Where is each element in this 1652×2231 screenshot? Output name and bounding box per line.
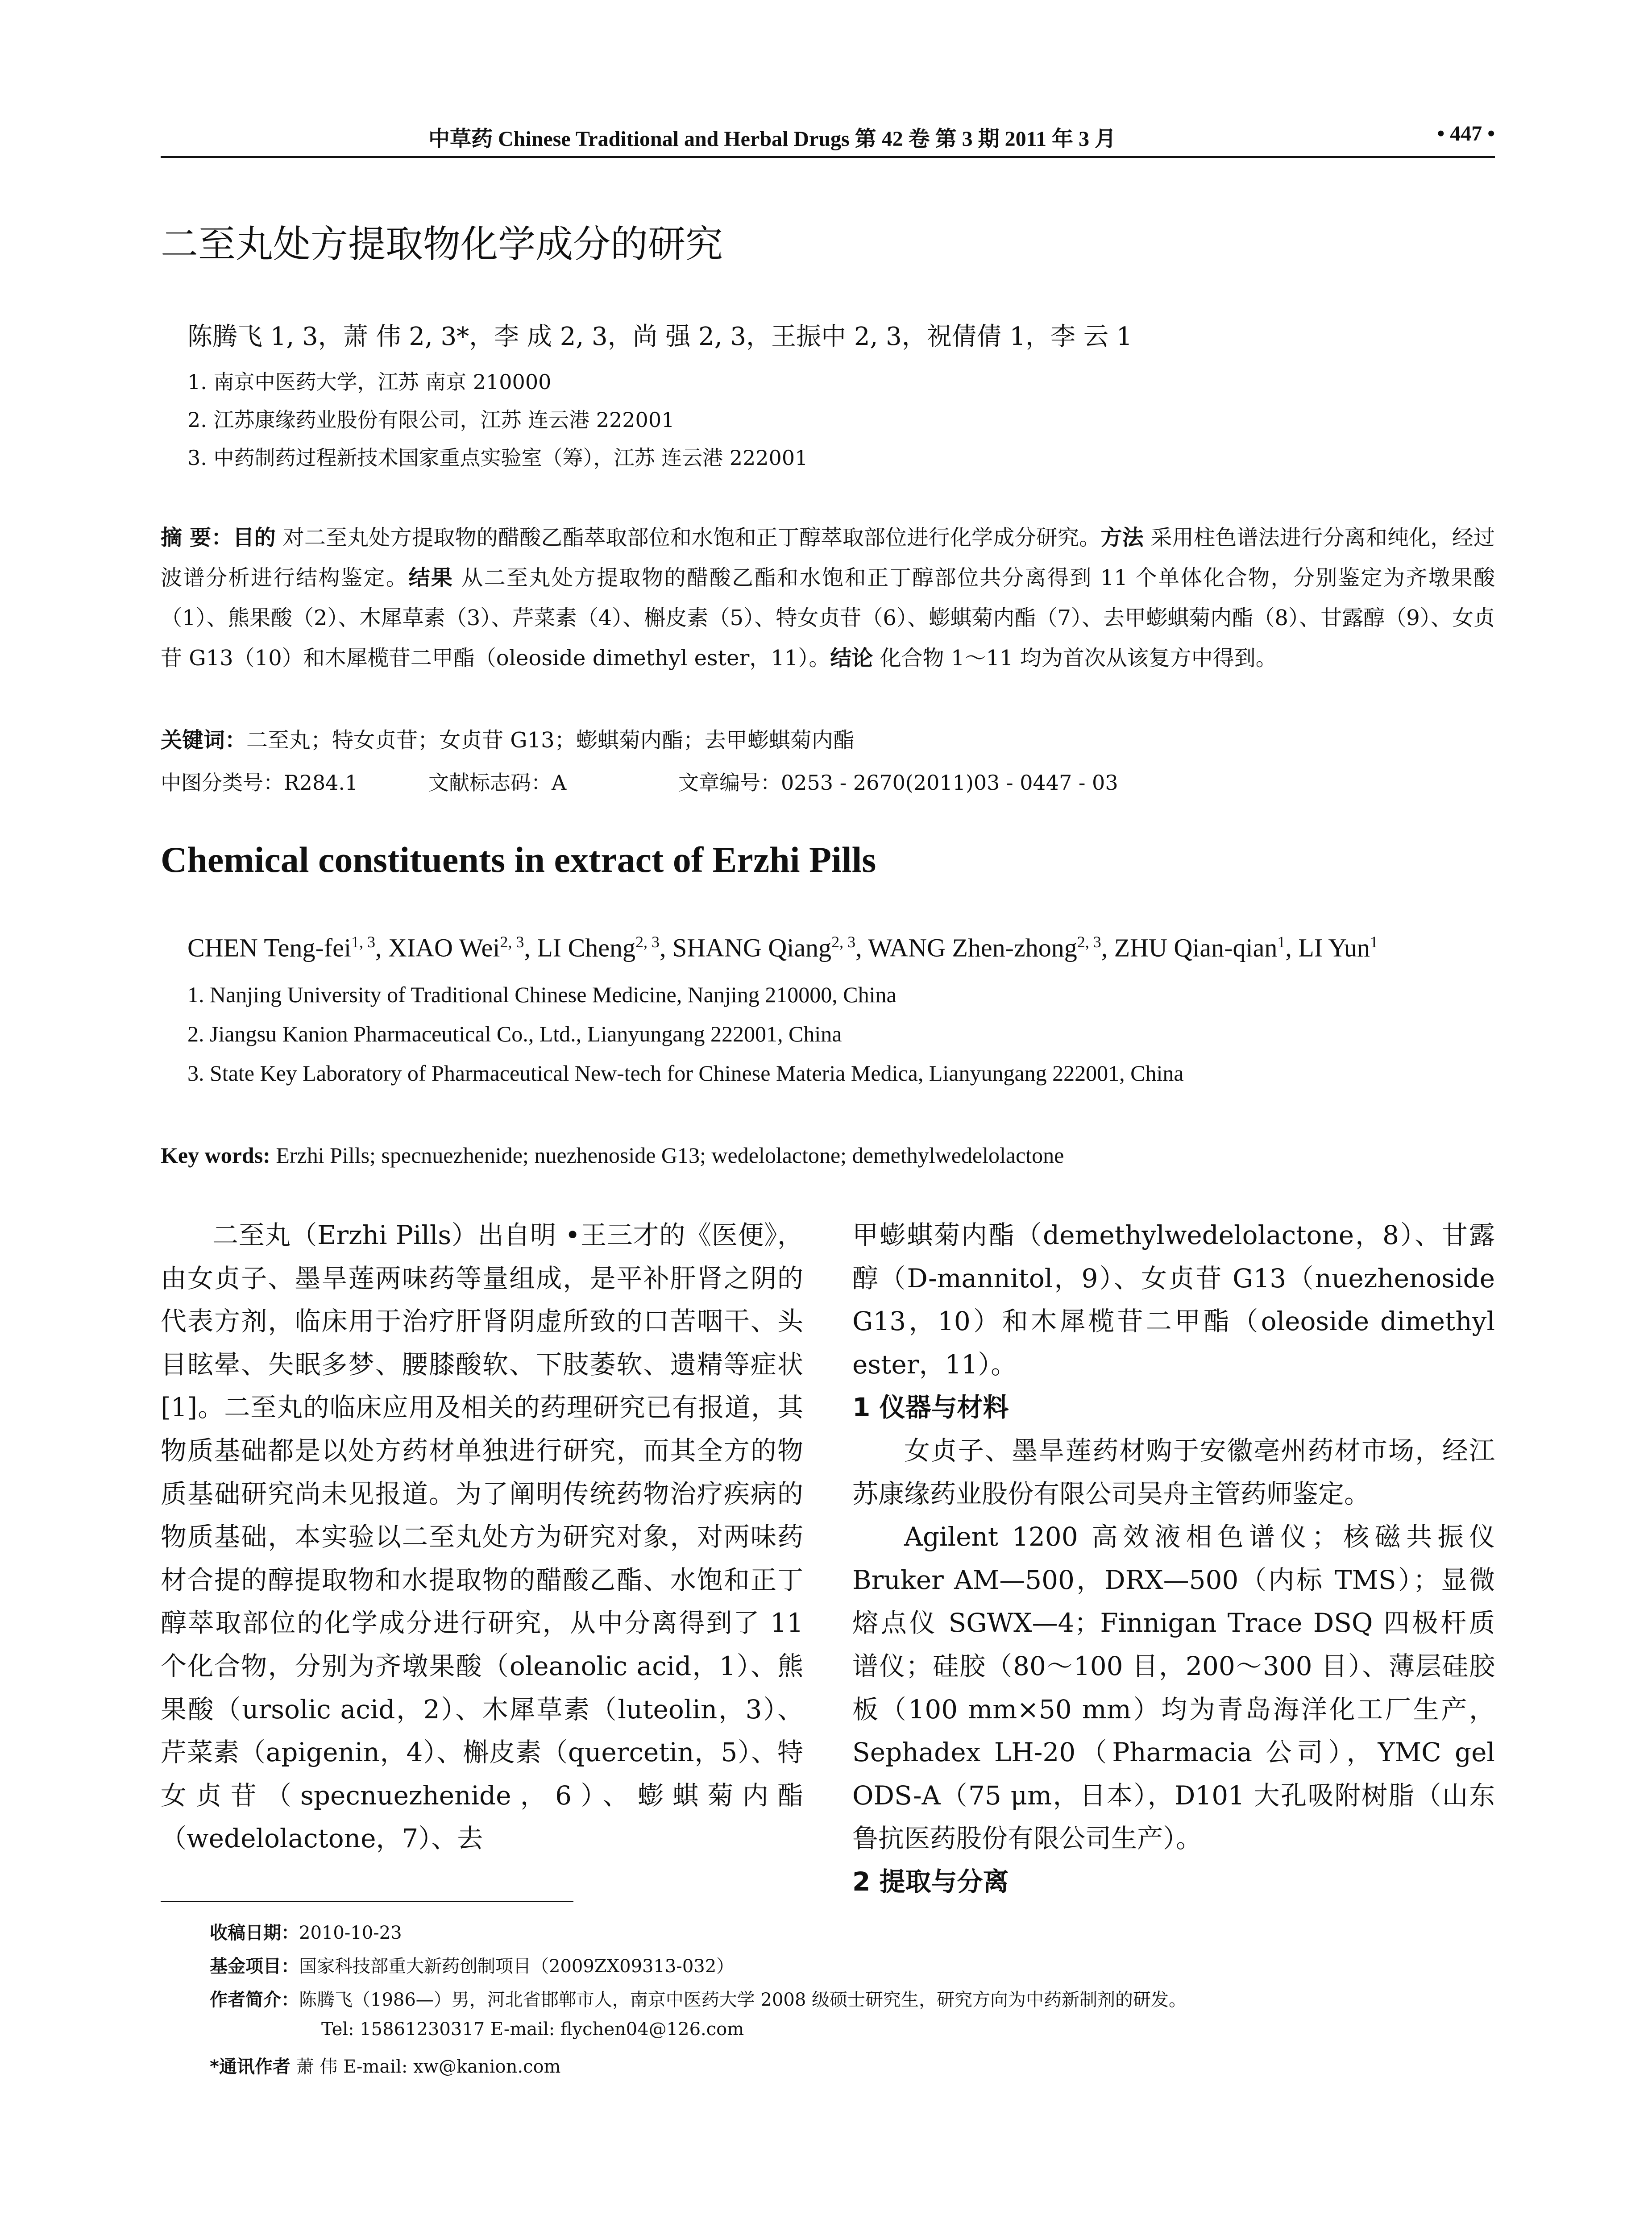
journal-header: 中草药 Chinese Traditional and Herbal Drugs 第 42 卷 第 3 期 2011 年 3 月 <box>428 127 1117 151</box>
author-en-3-aff: 2, 3 <box>635 933 660 951</box>
author-en-7: , LI Yun <box>1285 933 1370 962</box>
body-column-left <box>161 1214 803 1860</box>
keywords-cn-text: 二至丸；特女贞苷；女贞苷 G13；蟛蜞菊内酯；去甲蟛蜞菊内酯 <box>246 728 855 753</box>
author-en-7-aff: 1 <box>1370 933 1378 951</box>
affiliation-en-2: 2. Jiangsu Kanion Pharmaceutical Co., Ltd., Lianyungang 222001, China <box>187 1021 842 1046</box>
keywords-en-text: Erzhi Pills; specnuezhenide; nuezhenoside G13; wedelolactone; demethylwedelolactone <box>270 1143 1064 1168</box>
author-en-4-aff: 2, 3 <box>831 933 856 951</box>
author-en-4: , SHANG Qiang <box>660 933 832 962</box>
affiliation-cn-1: 1. 南京中医药大学，江苏 南京 210000 <box>187 370 552 394</box>
abstract-method: 采用柱色谱法进行分离和纯化，经过波谱分析进行结构鉴定。 <box>161 525 1495 590</box>
running-header <box>161 121 1495 153</box>
footnote-rule <box>161 1901 573 1902</box>
author-en-5-aff: 2, 3 <box>1077 933 1101 951</box>
author-en-1: CHEN Teng-fei <box>187 933 351 962</box>
document-code: 文献标志码：A <box>428 771 567 795</box>
section-heading-1: 1 仪器与材料 <box>852 1392 1009 1423</box>
title-cn: 二至丸处方提取物化学成分的研究 <box>161 222 723 266</box>
footnote-contact: Tel: 15861230317 E-mail: flychen04@126.com <box>321 2019 744 2040</box>
intro-paragraph-continued: 甲蟛蜞菊内酯（demethylwedelolactone，8）、甘露醇（D-mannitol，9）、女贞苷 G13（nuezhenoside G13，10）和木犀榄苷二甲酯（oleoside dimethyl ester，11）。 <box>852 1220 1495 1380</box>
abstract-method-label: 方法 <box>1100 525 1144 550</box>
footnote-fund-text: 国家科技部重大新药创制项目（2009ZX09313-032） <box>299 1956 735 1977</box>
author-en-6-aff: 1 <box>1277 933 1286 951</box>
authors-cn: 陈腾飞 1, 3，萧 伟 2, 3*，李 成 2, 3，尚 强 2, 3，王振中 2, 3，祝倩倩 1，李 云 1 <box>187 322 1133 351</box>
footnote-corresponding-label: *通讯作者 <box>210 2057 291 2077</box>
author-en-5: , WANG Zhen-zhong <box>855 933 1077 962</box>
footnote-received-date: 2010-10-23 <box>299 1923 402 1943</box>
author-en-3: , LI Cheng <box>524 933 636 962</box>
footnote-bio <box>210 1986 1187 2011</box>
section-heading-2: 2 提取与分离 <box>852 1866 1009 1897</box>
affiliation-en-3: 3. State Key Laboratory of Pharmaceutical New-tech for Chinese Materia Medica, Lianyungang 222001, China <box>187 1061 1184 1086</box>
abstract-cn <box>161 518 1495 678</box>
instruments-paragraph: Agilent 1200 高效液相色谱仪；核磁共振仪 Bruker AM—500，DRX—500（内标 TMS）；显微熔点仪 SGWX—4；Finnigan Trace DSQ 四极杆质谱仪；硅胶（80～100 目，200～300 目）、薄层硅胶板（100 mm×50 mm）均为青岛海洋化工厂生产，Sephadex LH-20（Pharmacia 公司），YMC gel ODS-A（75 μm，日本），D101 大孔吸附树脂（山东鲁抗医药股份有限公司生产）。 <box>852 1522 1495 1854</box>
footnote-received-label: 收稿日期： <box>210 1923 299 1943</box>
footnote-fund-label: 基金项目： <box>210 1956 299 1977</box>
authors-en <box>187 933 1378 962</box>
abstract-objective-label: 目的 <box>232 525 276 550</box>
abstract-conclusion-label: 结论 <box>830 646 873 671</box>
abstract-objective: 对二至丸处方提取物的醋酸乙酯萃取部位和水饱和正丁醇萃取部位进行化学成分研究。 <box>276 525 1101 550</box>
abstract-result-label: 结果 <box>408 565 454 590</box>
footnote-bio-label: 作者简介： <box>210 1990 299 2010</box>
author-en-2: , XIAO Wei <box>375 933 500 962</box>
author-en-2-aff: 2, 3 <box>500 933 524 951</box>
author-en-6: , ZHU Qian-qian <box>1101 933 1278 962</box>
author-en-1-aff: 1, 3 <box>351 933 375 951</box>
abstract-label: 摘 要： <box>161 525 233 550</box>
affiliation-cn-3: 3. 中药制药过程新技术国家重点实验室（筹），江苏 连云港 222001 <box>187 446 808 470</box>
footnote-received <box>210 1919 402 1944</box>
keywords-cn-label: 关键词： <box>161 728 247 753</box>
page-number: • 447 • <box>1437 122 1495 145</box>
footnote-fund <box>210 1952 734 1978</box>
keywords-en <box>161 1142 1064 1168</box>
intro-paragraph: 二至丸（Erzhi Pills）出自明 •王三才的《医便》，由女贞子、墨旱莲两味药等量组成，是平补肝肾之阴的代表方剂，临床用于治疗肝肾阴虚所致的口苦咽干、头目眩晕、失眠多梦、腰膝酸软、下肢萎软、遗精等症状[1]。二至丸的临床应用及相关的药理研究已有报道，其物质基础都是以处方药材单独进行研究，而其全方的物质基础研究尚未见报道。为了阐明传统药物治疗疾病的物质基础，本实验以二至丸处方为研究对象，对两味药材合提的醇提取物和水提取物的醋酸乙酯、水饱和正丁醇萃取部位的化学成分进行研究，从中分离得到了 11 个化合物，分别为齐墩果酸（oleanolic acid，1）、熊果酸（ursolic acid，2）、木犀草素（luteolin，3）、芹菜素（apigenin，4）、槲皮素（quercetin，5）、特女贞苷（specnuezhenide，6）、蟛蜞菊内酯（wedelolactone，7）、去 <box>161 1220 803 1854</box>
header-rule <box>161 156 1495 158</box>
title-en: Chemical constituents in extract of Erzhi Pills <box>161 839 876 880</box>
classification-line <box>161 767 1118 796</box>
abstract-result: 从二至丸处方提取物的醋酸乙酯和水饱和正丁醇部位共分离得到 11 个单体化合物，分别鉴定为齐墩果酸（1）、熊果酸（2）、木犀草素（3）、芹菜素（4）、槲皮素（5）、特女贞苷（6）、蟛蜞菊内酯（7）、去甲蟛蜞菊内酯（8）、甘露醇（9）、女贞苷 G13（10）和木犀榄苷二甲酯（oleoside dimethyl ester，11）。 <box>161 565 1495 671</box>
footnote-corresponding <box>210 2053 561 2078</box>
affiliation-en-1: 1. Nanjing University of Traditional Chinese Medicine, Nanjing 210000, China <box>187 982 897 1007</box>
affiliation-cn-2: 2. 江苏康缘药业股份有限公司，江苏 连云港 222001 <box>187 408 675 432</box>
footnote-corresponding-text: 萧 伟 E-mail: xw@kanion.com <box>290 2057 561 2077</box>
keywords-cn <box>161 723 855 754</box>
materials-paragraph: 女贞子、墨旱莲药材购于安徽亳州药材市场，经江苏康缘药业股份有限公司吴舟主管药师鉴定。 <box>852 1435 1495 1509</box>
footnote-bio-text: 陈腾飞（1986—）男，河北省邯郸市人，南京中医药大学 2008 级硕士研究生，研究方向为中药新制剂的研发。 <box>299 1990 1187 2010</box>
keywords-en-label: Key words: <box>161 1143 270 1168</box>
clc-number: 中图分类号：R284.1 <box>161 771 358 795</box>
abstract-conclusion: 化合物 1～11 均为首次从该复方中得到。 <box>873 646 1277 671</box>
article-number: 文章编号：0253 - 2670(2011)03 - 0447 - 03 <box>678 771 1118 795</box>
body-column-right <box>852 1214 1495 1903</box>
